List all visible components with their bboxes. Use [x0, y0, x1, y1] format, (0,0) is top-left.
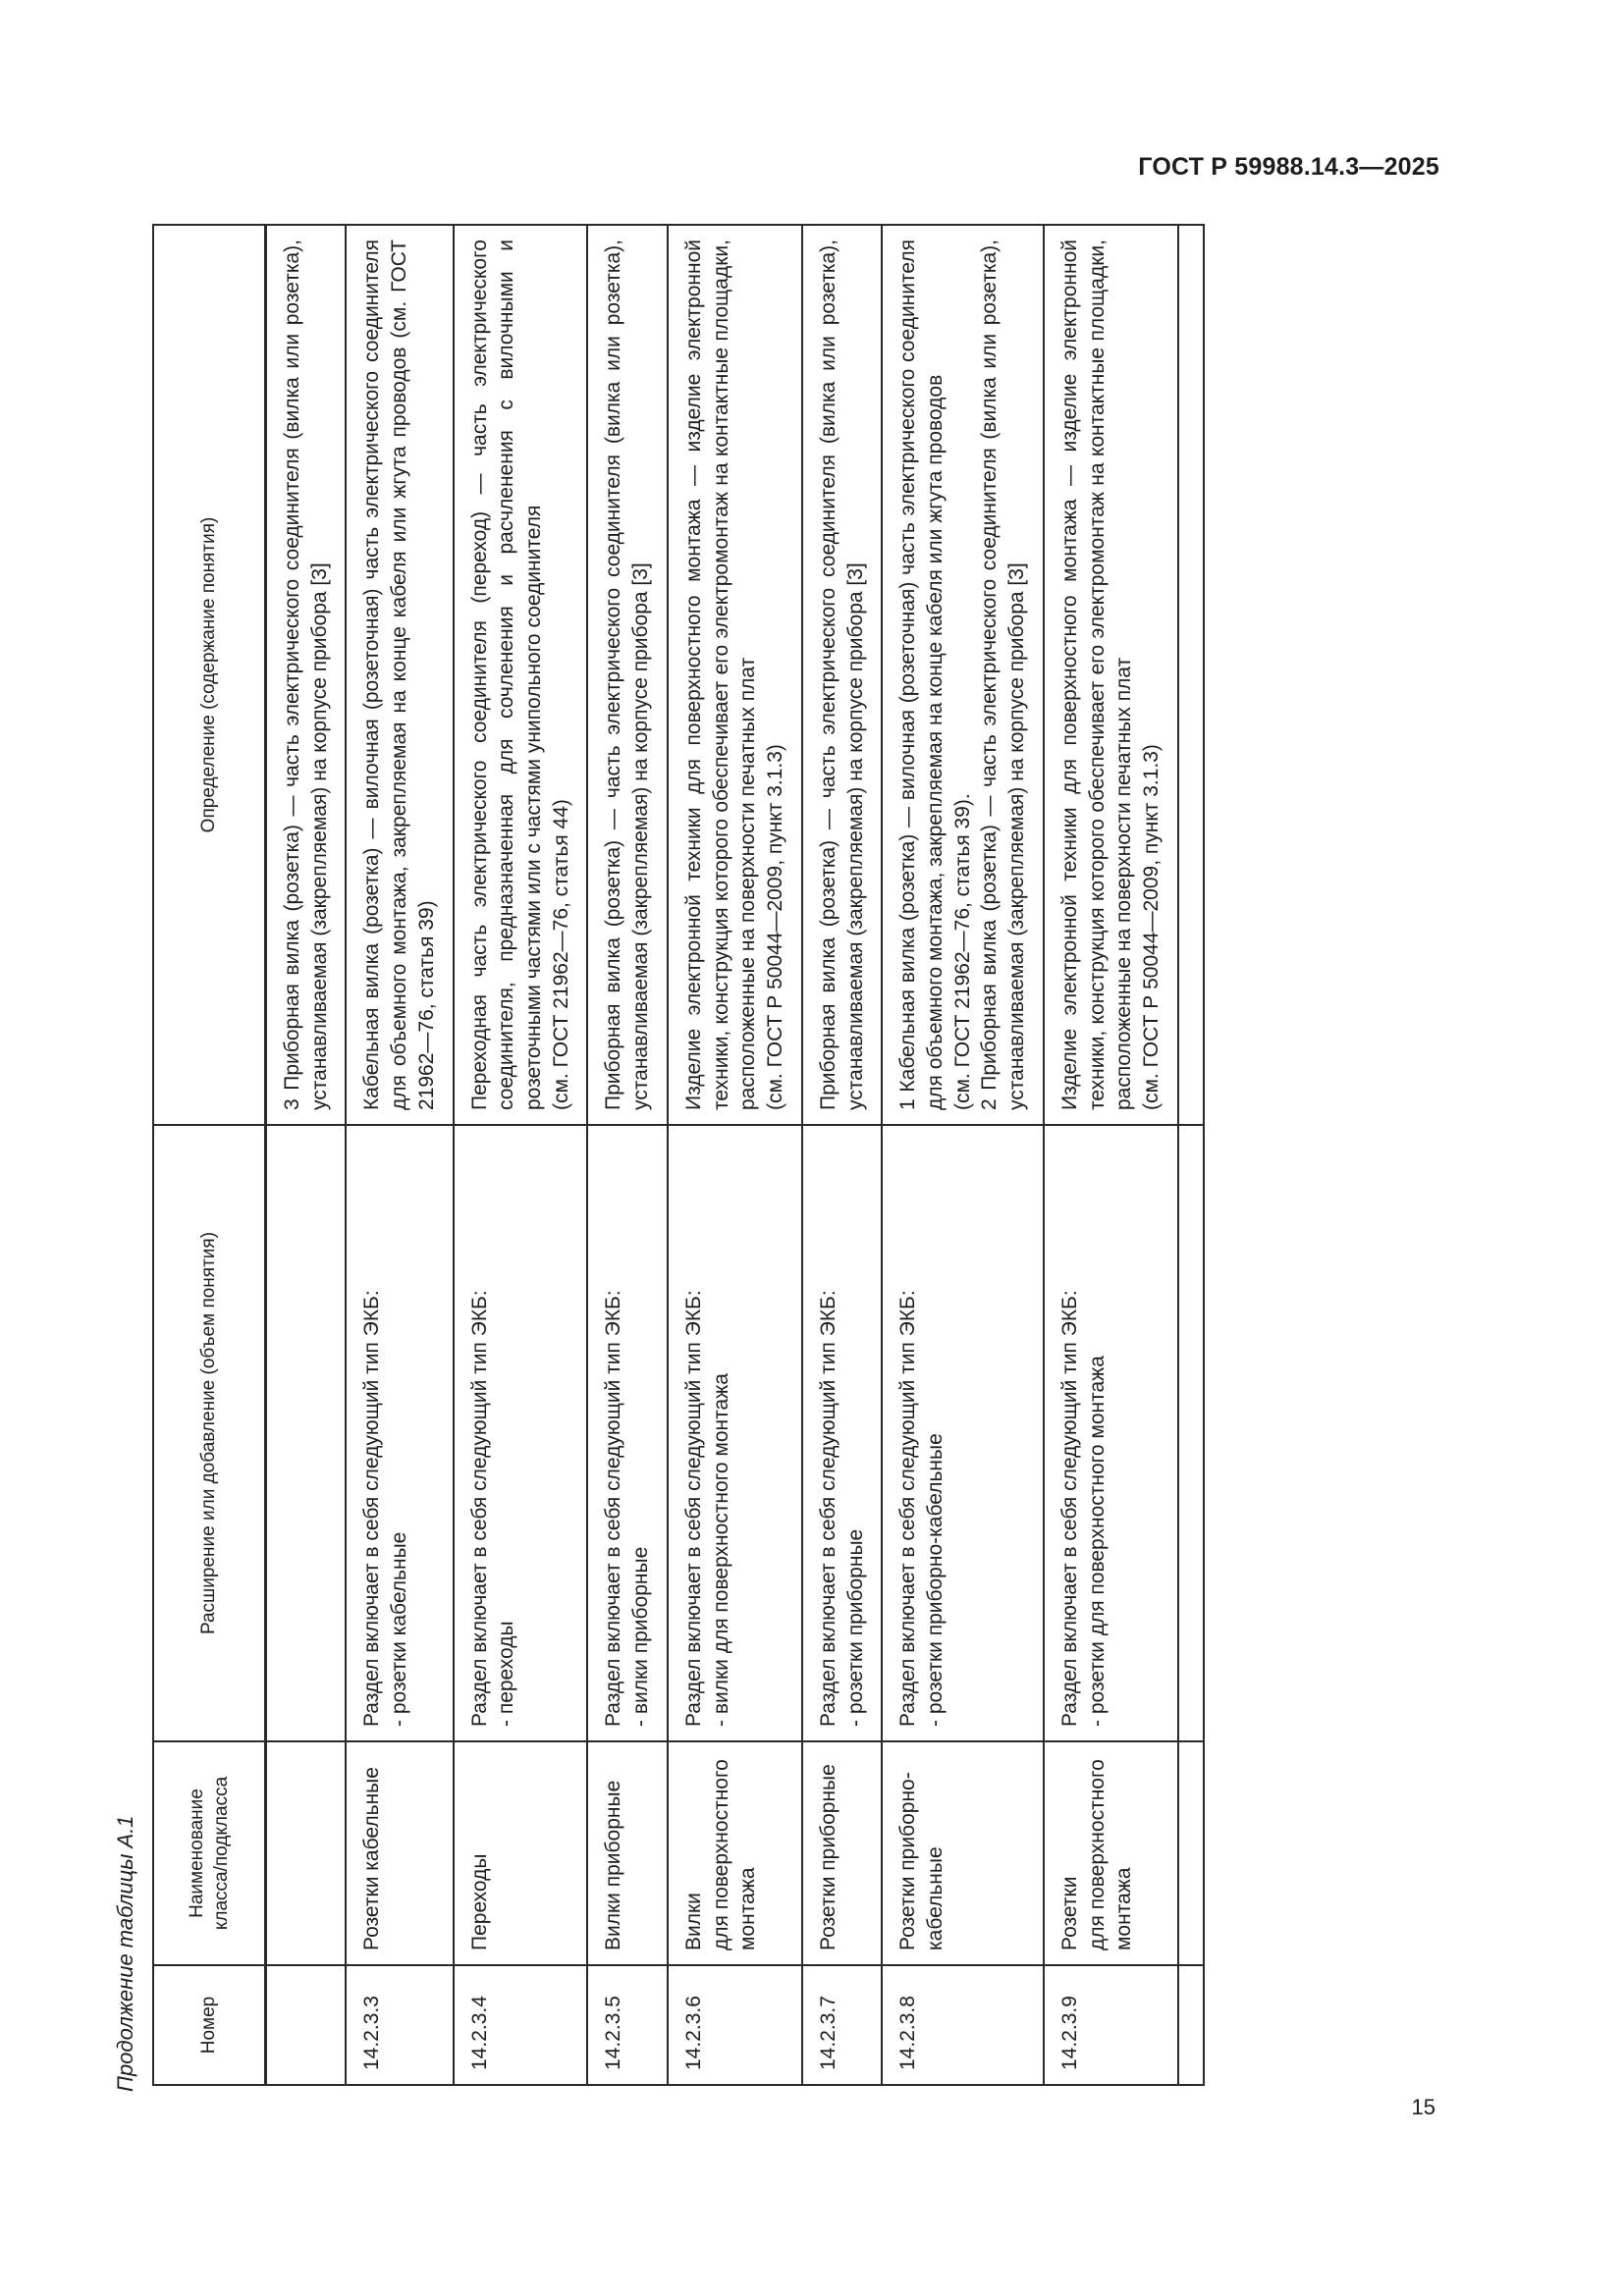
cell-definition: Приборная вилка (розетка) — часть электрического соединителя (вилка или розетка), устанавливаемая (закрепляемая) на корпусе прибора [3] — [802, 225, 882, 1125]
cell-name — [1178, 1741, 1204, 1965]
cell-definition: 1 Кабельная вилка (розетка) — вилочная (розеточная) часть электрического соединителя для объемного монтажа, закрепляемая на конце кабеля или жгута проводов (см. ГОСТ 21962—76, статья 39). 2 Приборная вилка (розетка) — часть электрического соединителя (вилка или розетка), устанавливаемая (закрепляемая) на корпусе прибора [3] — [882, 225, 1044, 1125]
cell-extension: Раздел включает в себя следующий тип ЭКБ: - вилки для поверхностного монтажа — [668, 1125, 802, 1741]
classification-table — [152, 224, 1205, 2086]
cell-number — [266, 1965, 347, 2085]
cell-extension — [266, 1125, 347, 1741]
table-row — [1044, 225, 1178, 2085]
cell-name — [266, 1741, 347, 1965]
table-row — [346, 225, 453, 2085]
cell-extension: Раздел включает в себя следующий тип ЭКБ: - розетки приборно-кабельные — [882, 1125, 1044, 1741]
cell-definition — [1178, 225, 1204, 1125]
page-number: 15 — [1411, 2095, 1435, 2119]
cell-number: 14.2.3.6 — [668, 1965, 802, 2085]
table-caption: Продолжение таблицы А.1 — [113, 1815, 137, 2092]
table-row — [802, 225, 882, 2085]
table-row — [587, 225, 667, 2085]
column-header-number: Номер — [153, 1965, 266, 2085]
cell-extension: Раздел включает в себя следующий тип ЭКБ: - переходы — [454, 1125, 588, 1741]
column-header-extension: Расширение или добавление (объем понятия) — [153, 1125, 266, 1741]
cell-name: Вилки для поверхностного монтажа — [668, 1741, 802, 1965]
table-row — [266, 225, 347, 2085]
cell-name: Розетки кабельные — [346, 1741, 453, 1965]
cell-definition: Приборная вилка (розетка) — часть электрического соединителя (вилка или розетка), устанавливаемая (закрепляемая) на корпусе прибора [3] — [587, 225, 667, 1125]
cell-definition: Изделие электронной техники для поверхностного монтажа — изделие электронной техники, конструкция которого обеспечивает его электромонтаж на контактные площадки, расположенные на поверхности печатных плат (см. ГОСТ Р 50044—2009, пункт 3.1.3) — [1044, 225, 1178, 1125]
column-header-name: Наименование класса/подкласса — [153, 1741, 266, 1965]
cell-name: Вилки приборные — [587, 1741, 667, 1965]
cell-number: 14.2.3.8 — [882, 1965, 1044, 2085]
cell-name: Розетки для поверхностного монтажа — [1044, 1741, 1178, 1965]
cell-name: Розетки приборные — [802, 1741, 882, 1965]
cell-extension: Раздел включает в себя следующий тип ЭКБ: - розетки приборные — [802, 1125, 882, 1741]
table-row — [668, 225, 802, 2085]
cell-number: 14.2.3.5 — [587, 1965, 667, 2085]
cell-extension: Раздел включает в себя следующий тип ЭКБ: - вилки приборные — [587, 1125, 667, 1741]
cell-number: 14.2.3.4 — [454, 1965, 588, 2085]
cell-definition: 3 Приборная вилка (розетка) — часть электрического соединителя (вилка или розетка), устанавливаемая (закрепляемая) на корпусе прибора [3] — [266, 225, 347, 1125]
cell-name: Переходы — [454, 1741, 588, 1965]
cell-number: 14.2.3.9 — [1044, 1965, 1178, 2085]
standard-designation: ГОСТ Р 59988.14.3—2025 — [1138, 153, 1439, 181]
cell-definition: Кабельная вилка (розетка) — вилочная (розеточная) часть электрического соединителя для объемного монтажа, закрепляемая на конце кабеля или жгута проводов (см. ГОСТ 21962—76, статья 39) — [346, 225, 453, 1125]
cell-definition: Переходная часть электрического соединителя (переход) — часть электрического соединителя, предназначенная для сочленения и расчленения с вилочными и розеточными частями или с частями унипольного соединителя (см. ГОСТ 21962—76, статья 44) — [454, 225, 588, 1125]
cell-extension: Раздел включает в себя следующий тип ЭКБ: - розетки кабельные — [346, 1125, 453, 1741]
column-header-definition: Определение (содержание понятия) — [153, 225, 266, 1125]
rotated-table-frame — [113, 226, 1438, 2096]
cell-name: Розетки приборно-кабельные — [882, 1741, 1044, 1965]
cell-extension: Раздел включает в себя следующий тип ЭКБ: - розетки для поверхностного монтажа — [1044, 1125, 1178, 1741]
cell-number — [1178, 1965, 1204, 2085]
cell-extension — [1178, 1125, 1204, 1741]
cell-number: 14.2.3.7 — [802, 1965, 882, 2085]
table-header-row — [153, 225, 266, 2085]
table-row — [882, 225, 1044, 2085]
cell-definition: Изделие электронной техники для поверхностного монтажа — изделие электронной техники, конструкция которого обеспечивает его электромонтаж на контактные площадки, расположенные на поверхности печатных плат (см. ГОСТ Р 50044—2009, пункт 3.1.3) — [668, 225, 802, 1125]
table-row — [1178, 225, 1204, 2085]
cell-number: 14.2.3.3 — [346, 1965, 453, 2085]
table-row — [454, 225, 588, 2085]
